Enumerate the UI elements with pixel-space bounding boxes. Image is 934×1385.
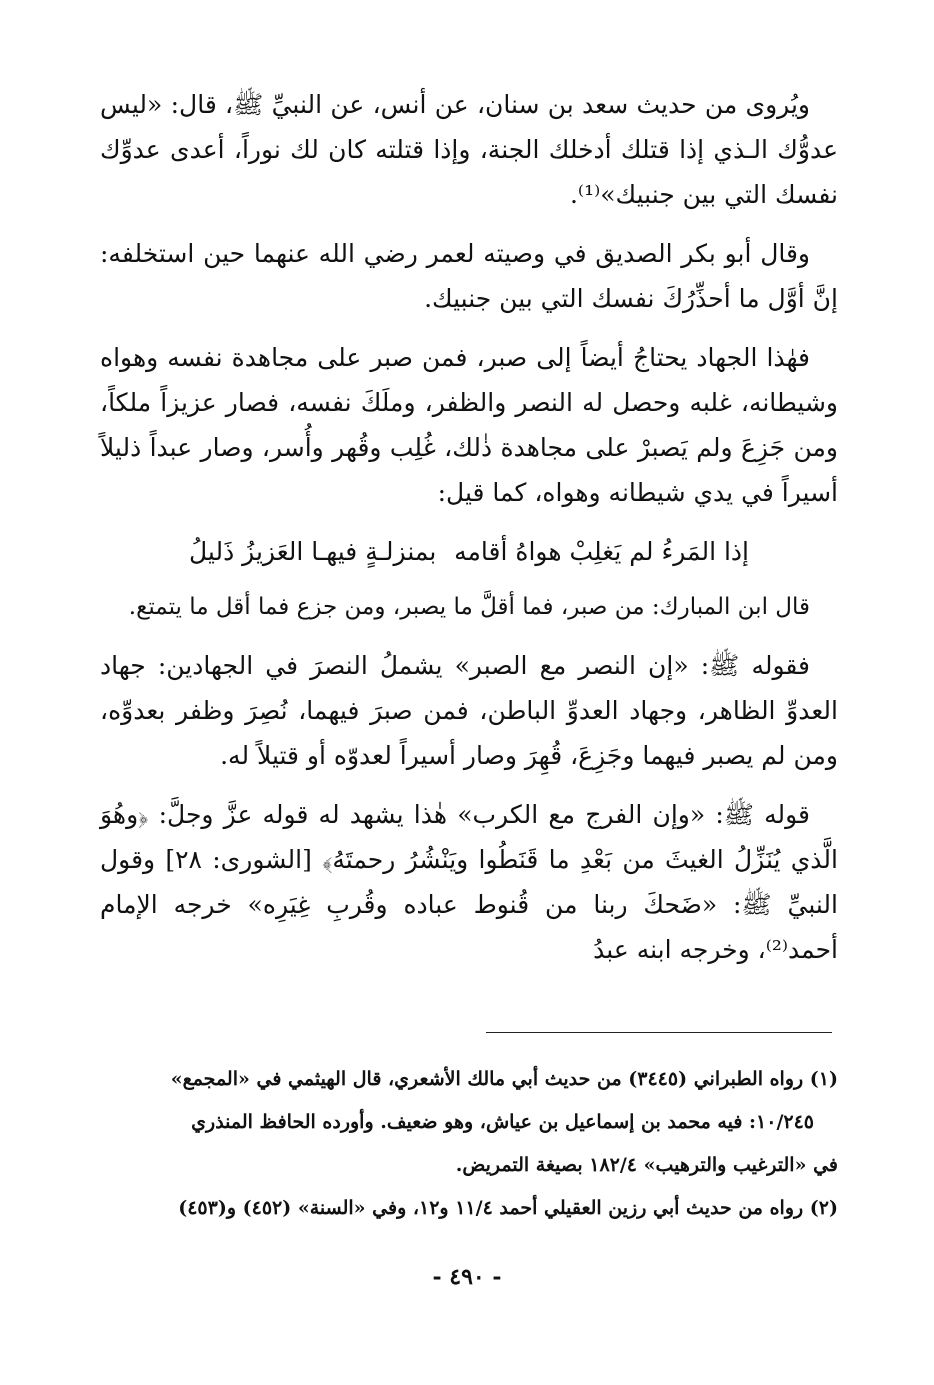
paragraph-hadith-enemy: ويُروى من حديث سعد بن سنان، عن أنس، عن النبيِّ ﷺ، قال: «ليس عدوُّك الـذي إذا قتلك أدخلك الجنة، وإذا قتلته كان لك نوراً، أعدى عدوِّك نفسك التي بين جنبيك»⁽¹⁾. [100, 90, 838, 209]
footnote-1-line-3: في «الترغيب والترهيب» ١٨٢/٤ بصيغة التمريض. [455, 1154, 838, 1176]
paragraph-relief-hardship: قوله ﷺ: «وإن الفرج مع الكرب» هٰذا يشهد له قوله عزَّ وجلَّ: ﴿وهُوَ الَّذي يُنَزِّلُ الغيثَ من بَعْدِ ما قَنَطُوا ويَنْشُرُ رحمتَهُ﴾ [الشورى: ٢٨] وقول النبيِّ ﷺ: «ضَحكَ ربنا من قُنوط عباده وقُربِ غِيَرِه» خرجه الإمام أحمد⁽²⁾، وخرجه ابنه عبدُ [100, 800, 838, 964]
footnote-divider [486, 1032, 832, 1033]
verse-first-hemistich: إذا المَرءُ لم يَغلِبْ هواهُ أقامه [454, 537, 749, 566]
paragraph-victory-patience: فقوله ﷺ: «إن النصر مع الصبر» يشملُ النصرَ في الجهادين: جهاد العدوِّ الظاهر، وجهاد العدوِّ الباطن، فمن صبرَ فيهما، نُصِرَ وظفر بعدوِّه، ومن لم يصبر فيهما وجَزِعَ، قُهِرَ وصار أسيراً لعدوّه أو قتيلاً له. [100, 651, 838, 770]
verse-second-hemistich: بمنزلـةٍ فيهـا العَزيزُ ذَليلُ [189, 537, 437, 566]
paragraph-jihad-patience: فهٰذا الجهاد يحتاجُ أيضاً إلى صبر، فمن صبر على مجاهدة نفسه وهواه وشيطانه، غلبه وحصل له النصر والظفر، وملَكَ نفسه، فصار عزيزاً ملكاً، ومن جَزِعَ ولم يَصبرْ على مجاهدة ذٰلك، غُلِب وقُهر وأُسر، وصار عبداً ذليلاً أسيراً في يدي شيطانه وهواه، كما قيل: [100, 343, 838, 507]
page-number: - ٤٩٠ - [432, 1264, 502, 1290]
footnote-2: (٢) رواه من حديث أبي رزين العقيلي أحمد ١١/٤ و١٢، وفي «السنة» (٤٥٢) و(٤٥٣) [178, 1197, 838, 1219]
poetry-verse [189, 529, 749, 575]
footnote-1-line-1: (١) رواه الطبراني (٣٤٤٥) من حديث أبي مالك الأشعري، قال الهيثمي في «المجمع» [170, 1068, 838, 1090]
paragraph-abu-bakr: وقال أبو بكر الصديق في وصيته لعمر رضي الله عنهما حين استخلفه: إنَّ أوَّل ما أحذِّرُكَ نفسك التي بين جنبيك. [100, 239, 838, 313]
paragraph-ibn-mubarak: قال ابن المبارك: من صبر، فما أقلَّ ما يصبر، ومن جزع فما أقل ما يتمتع. [128, 594, 810, 620]
footnotes [100, 1058, 838, 1230]
footnote-1-line-2: ١٠/٢٤٥: فيه محمد بن إسماعيل بن عياش، وهو ضعيف. وأورده الحافظ المنذري [191, 1111, 814, 1133]
main-text [100, 82, 838, 986]
